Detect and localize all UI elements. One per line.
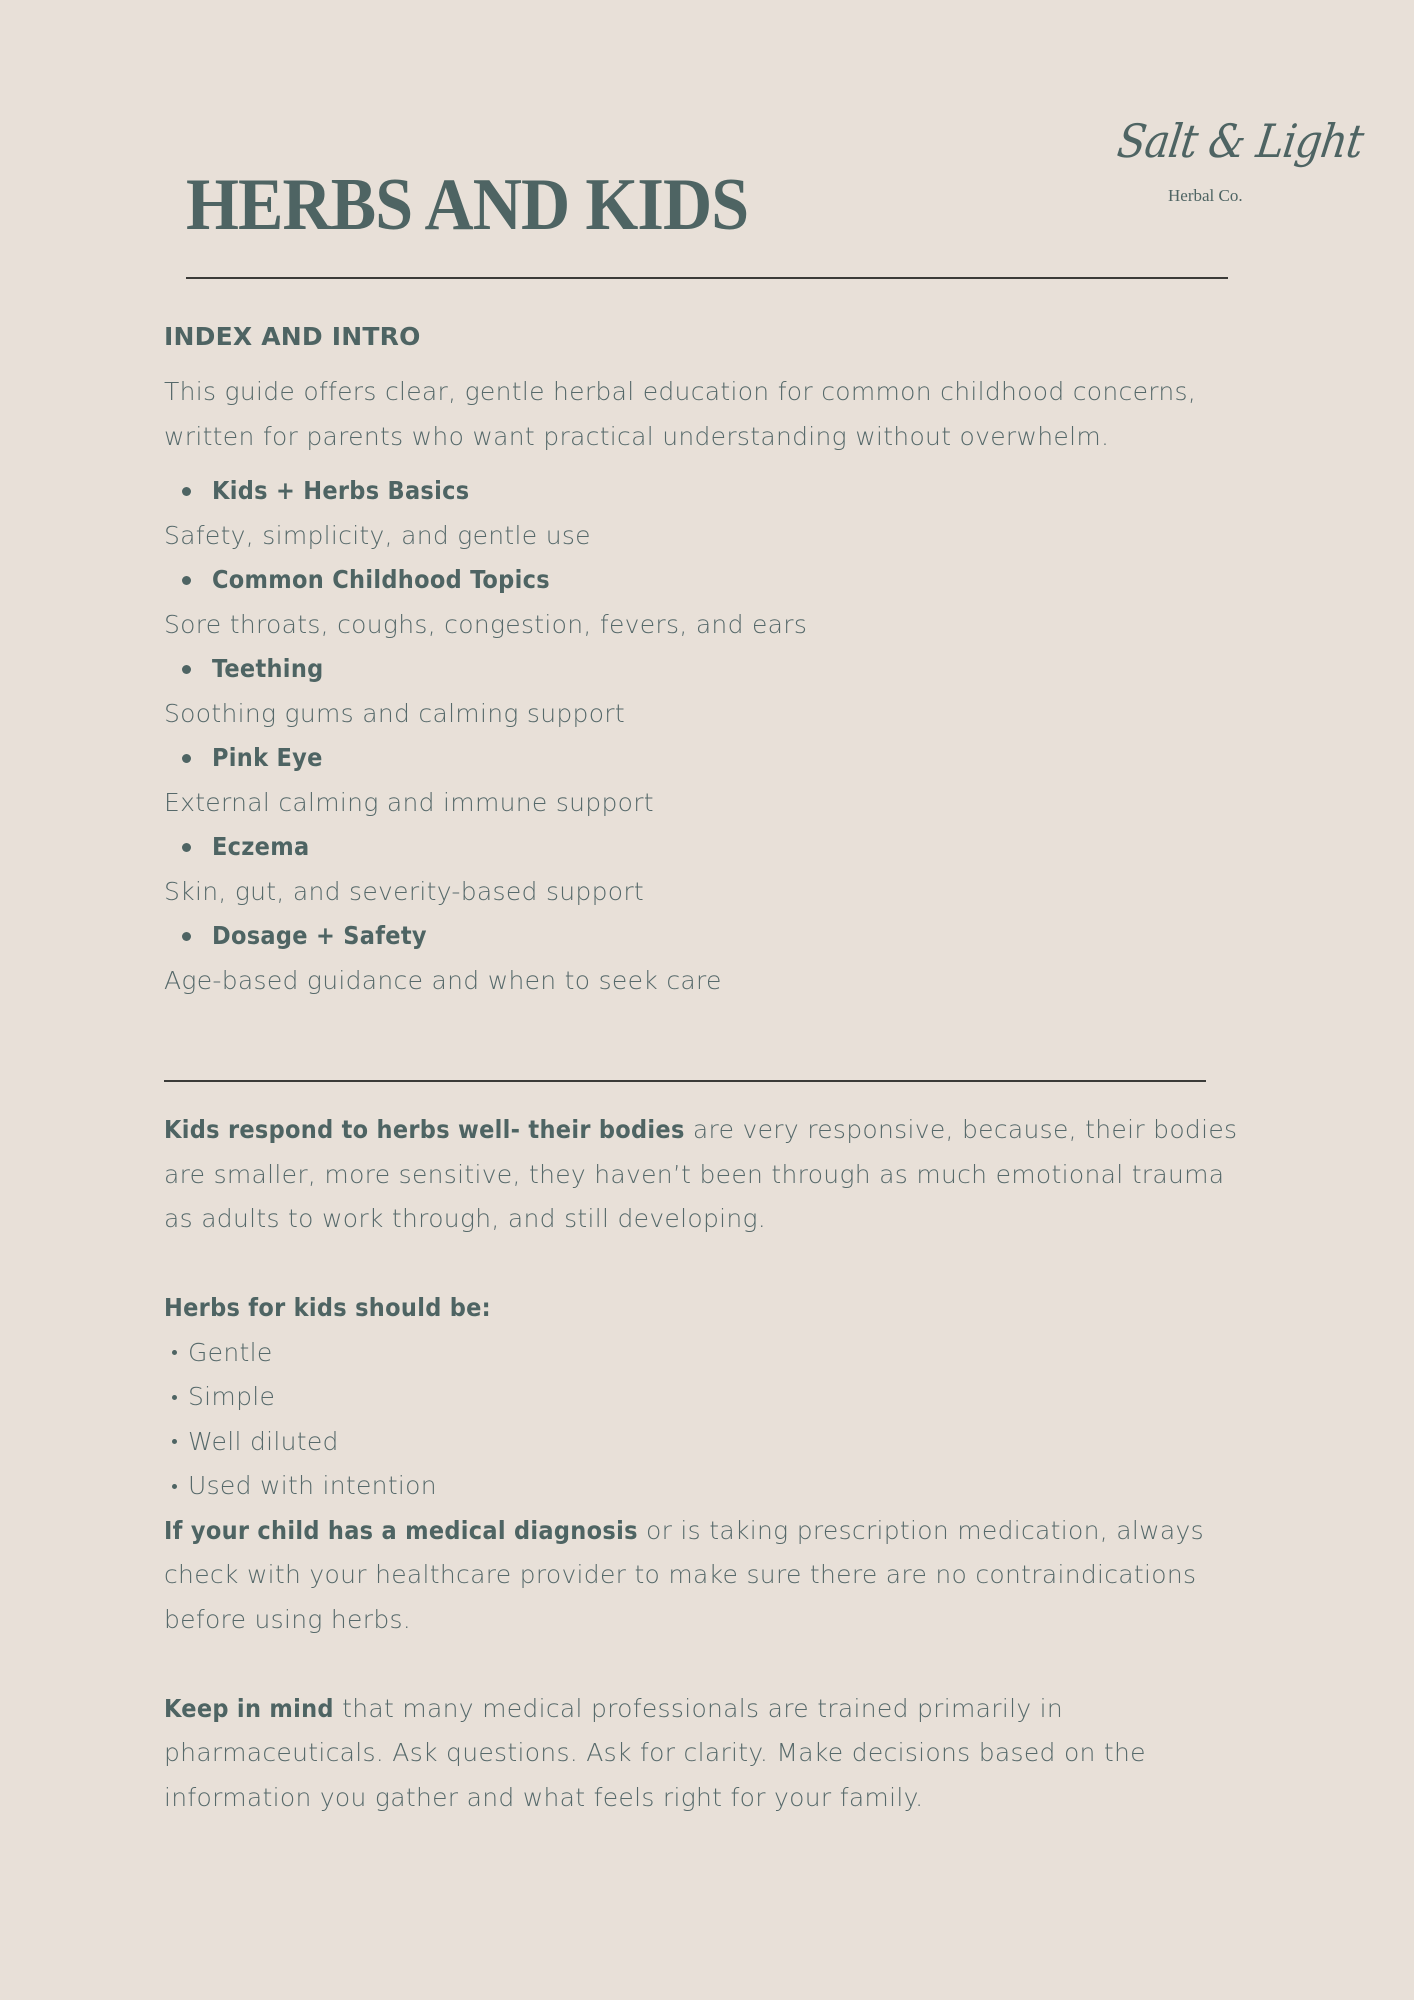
index-item-pink-eye xyxy=(164,736,1254,825)
bullet-icon xyxy=(182,754,191,763)
bullet-icon xyxy=(172,1395,177,1400)
keep-in-mind-text: that many medical professionals are trained primarily in pharmaceuticals. Ask questions. Ask for clarity. Make decisions based on the information you gather and what feels right for your family. xyxy=(164,1693,1146,1812)
bullet-icon xyxy=(172,1439,177,1444)
should-be-heading: Herbs for kids should be: xyxy=(164,1293,491,1322)
respond-text: are very responsive, because, their bodies are smaller, more sensitive, they haven’t been through as much emotional trauma as adults to work through, and still developing. xyxy=(164,1115,1238,1233)
section-heading: INDEX AND INTRO xyxy=(164,322,421,351)
respond-paragraph xyxy=(164,1108,1254,1242)
index-item-teething xyxy=(164,647,1254,736)
index-item-basics xyxy=(164,469,1254,558)
list-item: Simple xyxy=(164,1375,1254,1420)
bullet-icon xyxy=(182,843,191,852)
section-divider xyxy=(164,1080,1206,1082)
index-section xyxy=(164,318,1254,1003)
bullet-icon xyxy=(182,665,191,674)
index-item-desc: Age-based guidance and when to seek care xyxy=(164,965,722,995)
bullet-icon xyxy=(182,576,191,585)
page-title: HERBS AND KIDS xyxy=(186,164,749,246)
index-list xyxy=(164,469,1254,1003)
index-item-desc: Soothing gums and calming support xyxy=(164,698,625,728)
index-item-title: Dosage + Safety xyxy=(212,921,427,950)
keep-in-mind-paragraph xyxy=(164,1687,1254,1821)
list-item: Used with intention xyxy=(164,1464,1254,1509)
index-item-title: Common Childhood Topics xyxy=(212,565,550,594)
list-item: Gentle xyxy=(164,1331,1254,1376)
index-item-title: Pink Eye xyxy=(212,743,323,772)
brand-logo xyxy=(1114,114,1367,208)
respond-bold: Kids respond to herbs well- their bodies xyxy=(164,1115,685,1144)
diagnosis-bold: If your child has a medical diagnosis xyxy=(164,1515,638,1545)
intro-paragraph: This guide offers clear, gentle herbal education for common childhood concerns, written for parents who want practical understanding without overwhelm. xyxy=(164,377,1197,451)
index-item-title: Kids + Herbs Basics xyxy=(212,476,470,505)
index-item-common-topics xyxy=(164,558,1254,647)
index-item-desc: Safety, simplicity, and gentle use xyxy=(164,520,591,550)
index-item-title: Teething xyxy=(212,654,324,683)
index-item-title: Eczema xyxy=(212,832,310,861)
diagnosis-paragraph xyxy=(164,1509,1254,1643)
bullet-icon xyxy=(182,487,191,496)
index-item-eczema xyxy=(164,825,1254,914)
brand-script: Salt & Light xyxy=(1114,114,1367,168)
list-item: Well diluted xyxy=(164,1420,1254,1465)
index-item-dosage xyxy=(164,914,1254,1003)
keep-in-mind-bold: Keep in mind xyxy=(164,1693,334,1723)
index-item-desc: Skin, gut, and severity-based support xyxy=(164,876,645,906)
bullet-icon xyxy=(172,1350,177,1355)
brand-subtitle: Herbal Co. xyxy=(1168,186,1243,205)
diagnosis-text: or is taking prescription medication, always check with your healthcare provider to make sure there are no contraindications before using herbs. xyxy=(164,1515,1204,1634)
bullet-icon xyxy=(182,932,191,941)
index-item-desc: External calming and immune support xyxy=(164,787,654,817)
bullet-icon xyxy=(172,1484,177,1489)
index-item-desc: Sore throats, coughs, congestion, fevers, and ears xyxy=(164,609,808,639)
guidance-section xyxy=(164,1108,1254,1820)
title-divider xyxy=(186,277,1228,279)
should-be-list xyxy=(164,1331,1254,1509)
